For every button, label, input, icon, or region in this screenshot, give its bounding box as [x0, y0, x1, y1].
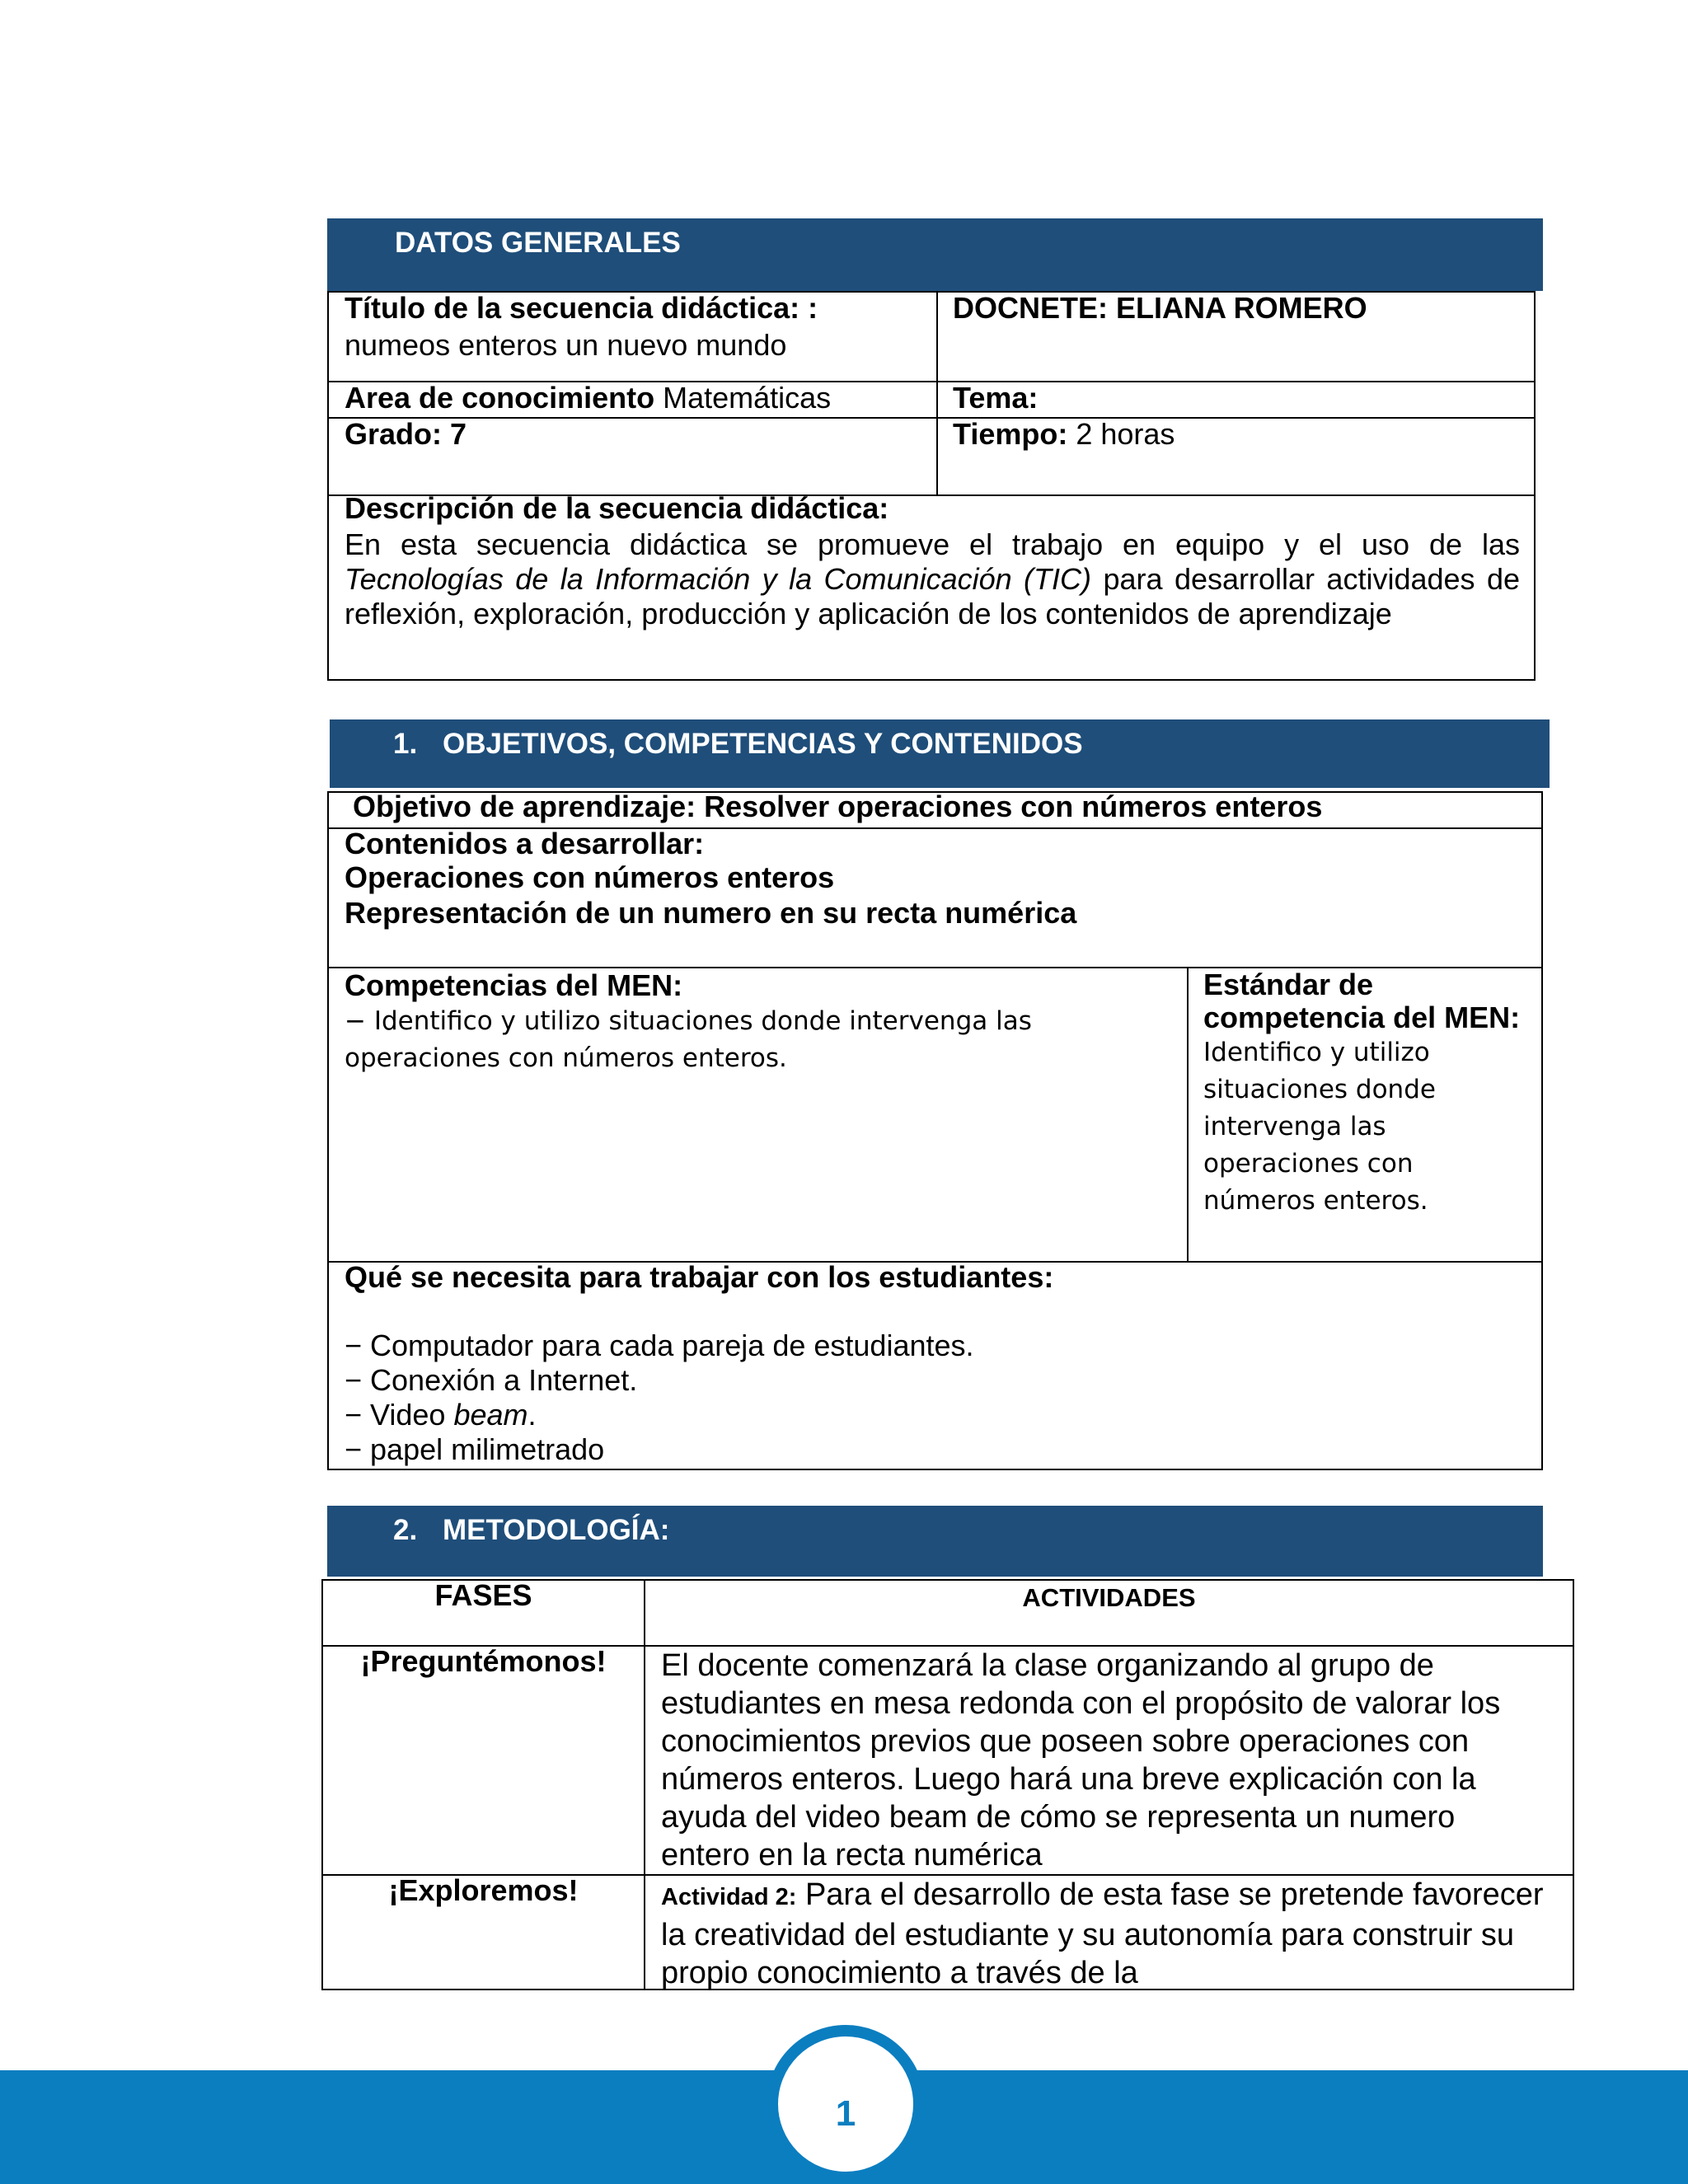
tema-label: Tema:	[953, 381, 1039, 415]
metodologia-divider	[644, 1579, 645, 1990]
objetivos-title: OBJETIVOS, COMPETENCIAS Y CONTENIDOS	[443, 728, 1083, 760]
page-number: 1	[835, 2093, 856, 2134]
necesita-item: − Conexión a Internet.	[345, 1363, 638, 1397]
estandar-text: Identifico y utilizo situaciones donde intervenga las operaciones con números enteros.	[1203, 1038, 1436, 1216]
tiempo-value: 2 horas	[1076, 417, 1175, 451]
objetivos-divider	[1187, 967, 1189, 1263]
grado-value: 7	[450, 417, 467, 451]
competencias-text: − Identifico y utilizo situaciones donde intervenga las operaciones con números enteros.	[345, 1006, 1032, 1073]
col-fases: FASES	[434, 1578, 532, 1612]
fase-exploremos: ¡Exploremos!	[388, 1873, 579, 1907]
estandar-label-text: Estándar de competencia del MEN:	[1203, 968, 1521, 1034]
area-row	[345, 381, 831, 415]
grado-label: Grado:	[345, 417, 443, 451]
actividad-preguntemonos: El docente comenzará la clase organizando al grupo de estudiantes en mesa redonda con el propósito de valorar los conocimientos previos que poseen sobre operaciones con números enteros. Luego hará una breve explicación con la ayuda del video beam de cómo se representa un numero entero en la recta numérica	[661, 1648, 1501, 1872]
fase-preguntemonos: ¡Preguntémonos!	[360, 1644, 607, 1678]
objetivo-aprendizaje: Objetivo de aprendizaje: Resolver operaciones con números enteros	[353, 790, 1323, 823]
necesita-item: − Computador para cada pareja de estudiantes.	[345, 1329, 974, 1362]
area-label: Area de conocimiento	[345, 381, 655, 415]
docente-label: DOCNETE: ELIANA ROMERO	[953, 291, 1367, 325]
competencias-label: Competencias del MEN:	[345, 968, 683, 1002]
objetivos-number: 1.	[393, 728, 418, 760]
grado-row	[345, 417, 467, 452]
tiempo-row	[953, 417, 1175, 452]
actividad-2-label: Actividad 2:	[661, 1884, 797, 1910]
actividad-2-text: Para el desarrollo de esta fase se pretende favorecer la creatividad del estudiante y su autonomía para construir su propio conocimiento a través de la	[661, 1877, 1544, 1990]
contenidos-label: Contenidos a desarrollar:	[345, 827, 705, 860]
descripcion-label: Descripción de la secuencia didáctica:	[345, 491, 889, 525]
contenido-item: Operaciones con números enteros	[345, 860, 835, 894]
datos-generales-title: DATOS GENERALES	[395, 227, 681, 259]
descripcion-part1: En esta secuencia didáctica se promueve el trabajo en equipo y el uso de las	[345, 527, 1520, 561]
video-prefix: − Video	[345, 1398, 446, 1432]
video-beam: beam	[453, 1398, 528, 1432]
descripcion-text	[345, 527, 1520, 631]
necesita-item: − papel milimetrado	[345, 1432, 605, 1466]
tiempo-label: Tiempo:	[953, 417, 1068, 451]
descripcion-tic: Tecnologías de la Información y la Comunicación (TIC)	[345, 562, 1092, 596]
titulo-label: Título de la secuencia didáctica: :	[345, 291, 818, 325]
datos-divider	[327, 417, 1536, 419]
datos-divider	[936, 291, 938, 496]
descripcion-part2: para desarrollar actividades de reflexión, exploración, producción y aplicación de los contenidos de aprendizaje	[345, 562, 1521, 630]
titulo-value: numeos enteros un nuevo mundo	[345, 328, 787, 362]
metodologia-number: 2.	[393, 1514, 418, 1546]
area-value: Matemáticas	[663, 381, 832, 415]
necesita-label: Qué se necesita para trabajar con los estudiantes:	[345, 1260, 1054, 1294]
objetivos-header	[330, 719, 1550, 788]
actividad-exploremos	[661, 1876, 1547, 1992]
estandar-label	[1203, 968, 1533, 1220]
metodologia-title: METODOLOGÍA:	[443, 1514, 670, 1546]
metodologia-header	[327, 1506, 1543, 1577]
contenido-item: Representación de un numero en su recta numérica	[345, 896, 1077, 930]
col-actividades: ACTIVIDADES	[1022, 1583, 1196, 1612]
datos-generales-header	[327, 218, 1543, 291]
necesita-item-video	[345, 1398, 537, 1432]
video-suffix: .	[528, 1398, 537, 1432]
